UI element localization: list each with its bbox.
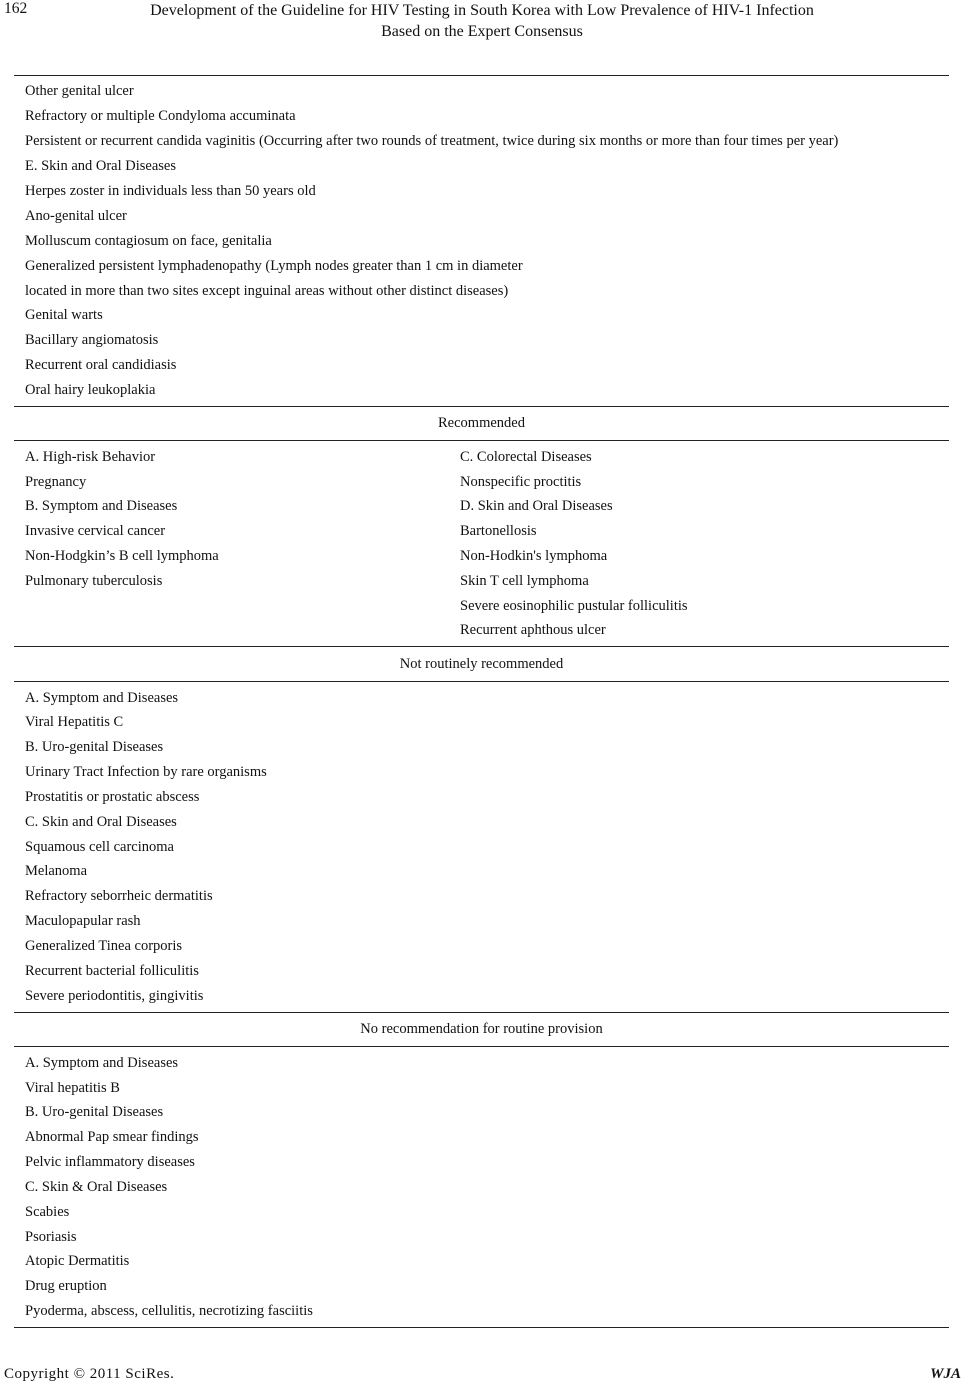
recommended-header-rule [14, 440, 949, 441]
table-row: Non-Hodgkin’s B cell lymphoma [25, 548, 219, 564]
table-row: Bacillary angiomatosis [25, 332, 159, 348]
table-row: Oral hairy leukoplakia [25, 382, 156, 398]
table-row: Viral hepatitis B [25, 1080, 120, 1096]
table-row: located in more than two sites except inguinal areas without other distinct diseases) [25, 283, 509, 299]
table-row: Pyoderma, abscess, cellulitis, necrotizing fasciitis [25, 1303, 313, 1319]
table-row: Nonspecific proctitis [460, 474, 582, 490]
table-row: Recurrent oral candidiasis [25, 357, 177, 373]
table-row: Pregnancy [25, 474, 87, 490]
table-row: C. Skin and Oral Diseases [25, 814, 177, 830]
table-row: Refractory seborrheic dermatitis [25, 888, 213, 904]
table-row: Atopic Dermatitis [25, 1253, 130, 1269]
table-top-rule [14, 75, 949, 76]
table-row: Recurrent aphthous ulcer [460, 622, 606, 638]
table-row: Ano-genital ulcer [25, 208, 127, 224]
table-row: Psoriasis [25, 1229, 77, 1245]
table-row: Recurrent bacterial folliculitis [25, 963, 199, 979]
table-row: A. High-risk Behavior [25, 449, 156, 465]
section-header-recommended: Recommended [438, 415, 525, 431]
table-bottom-rule [14, 1327, 949, 1328]
table-row: A. Symptom and Diseases [25, 1055, 179, 1071]
table-row: B. Uro-genital Diseases [25, 1104, 164, 1120]
page-number: 162 [4, 0, 28, 17]
no-recommendation-header-rule [14, 1046, 949, 1047]
running-head [60, 0, 904, 42]
not-routinely-top-rule [14, 646, 949, 647]
running-head-line-1: Development of the Guideline for HIV Testing in South Korea with Low Prevalence of HIV-1 Infection [150, 2, 814, 19]
table-row: Severe eosinophilic pustular folliculitis [460, 598, 688, 614]
table-row: Scabies [25, 1204, 70, 1220]
table-row: C. Skin & Oral Diseases [25, 1179, 168, 1195]
table-row: Squamous cell carcinoma [25, 839, 174, 855]
table-row: Pelvic inflammatory diseases [25, 1154, 195, 1170]
table-row: Urinary Tract Infection by rare organisms [25, 764, 267, 780]
no-recommendation-top-rule [14, 1012, 949, 1013]
table-row: Severe periodontitis, gingivitis [25, 988, 204, 1004]
section-header-not-routinely: Not routinely recommended [399, 656, 564, 672]
table-row: Invasive cervical cancer [25, 523, 166, 539]
running-head-line-2: Based on the Expert Consensus [381, 23, 583, 40]
not-routinely-header-rule [14, 681, 949, 682]
section-header-no-recommendation: No recommendation for routine provision [360, 1021, 603, 1037]
table-row: D. Skin and Oral Diseases [460, 498, 613, 514]
table-row: Bartonellosis [460, 523, 537, 539]
table-row: E. Skin and Oral Diseases [25, 158, 177, 174]
table-row: Pulmonary tuberculosis [25, 573, 163, 589]
journal-abbreviation: WJA [930, 1366, 961, 1382]
table-row: Drug eruption [25, 1278, 107, 1294]
recommended-top-rule [14, 406, 949, 407]
table-row: Persistent or recurrent candida vaginitis (Occurring after two rounds of treatment, twice during six months or more than four times per year) [25, 133, 839, 149]
table-row: Generalized persistent lymphadenopathy (Lymph nodes greater than 1 cm in diameter [25, 258, 523, 274]
table-row: Refractory or multiple Condyloma accuminata [25, 108, 296, 124]
table-row: Molluscum contagiosum on face, genitalia [25, 233, 272, 249]
table-row: Generalized Tinea corporis [25, 938, 183, 954]
table-row: Herpes zoster in individuals less than 50 years old [25, 183, 316, 199]
table-row: Genital warts [25, 307, 103, 323]
table-row: Abnormal Pap smear findings [25, 1129, 199, 1145]
table-row: C. Colorectal Diseases [460, 449, 592, 465]
table-row: Melanoma [25, 863, 88, 879]
table-row: Viral Hepatitis C [25, 714, 124, 730]
table-row: B. Uro-genital Diseases [25, 739, 164, 755]
table-row: Non-Hodkin's lymphoma [460, 548, 608, 564]
copyright-notice: Copyright © 2011 SciRes. [4, 1366, 175, 1382]
table-row: Skin T cell lymphoma [460, 573, 589, 589]
table-row: Prostatitis or prostatic abscess [25, 789, 200, 805]
table-row: A. Symptom and Diseases [25, 690, 179, 706]
table-row: Maculopapular rash [25, 913, 141, 929]
table-row: B. Symptom and Diseases [25, 498, 178, 514]
table-row: Other genital ulcer [25, 83, 134, 99]
